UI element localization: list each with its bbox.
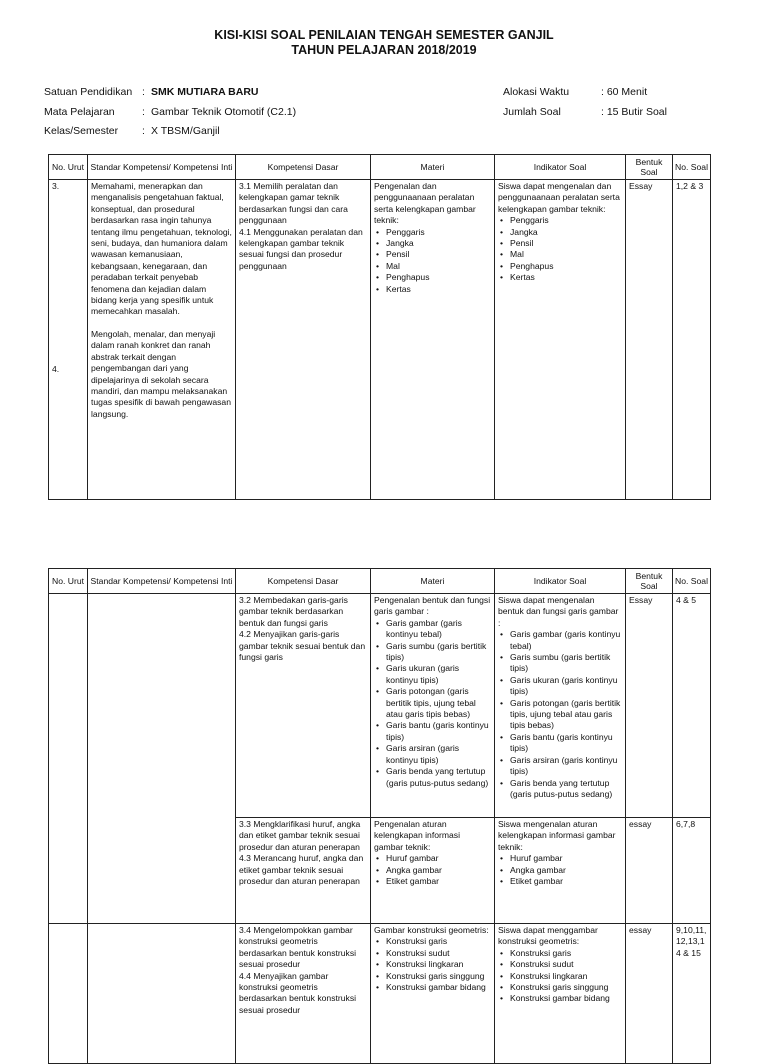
- list-item: • Jangka: [386, 238, 491, 249]
- header-bentuk: Bentuk Soal: [626, 569, 673, 594]
- kelas-label: Kelas/Semester: [44, 125, 119, 137]
- list-item: • Konstruksi garis singgung: [386, 971, 491, 982]
- materi-list: [374, 936, 491, 993]
- jumlah-label: Jumlah Soal: [503, 106, 561, 118]
- indikator-intro: Siswa dapat mengenalan dan penggunaanaan peralatan serta kelengkapan gambar teknik:: [498, 181, 620, 214]
- materi-cell: [371, 818, 495, 924]
- materi-list: [374, 227, 491, 295]
- materi-list: [374, 853, 491, 887]
- indikator-cell: [495, 180, 626, 500]
- kisi-table-1: [48, 154, 711, 500]
- header-sk: Standar Kompetensi/ Kompetensi Inti: [88, 155, 236, 180]
- indikator-cell: [495, 594, 626, 818]
- list-item: • Etiket gambar: [510, 876, 622, 887]
- list-item: • Garis sumbu (garis bertitik tipis): [386, 641, 491, 664]
- list-item: • Mal: [510, 249, 622, 260]
- doc-subtitle: TAHUN PELAJARAN 2018/2019: [291, 43, 477, 57]
- indikator-list: [498, 853, 622, 887]
- list-item: • Pensil: [386, 249, 491, 260]
- sk-cell: [88, 180, 236, 500]
- no-soal-cell: 9,10,11, 12,13,1 4 & 15: [673, 924, 711, 1064]
- list-item: • Kertas: [386, 284, 491, 295]
- bentuk-cell: essay: [626, 818, 673, 924]
- list-item: • Penghapus: [510, 261, 622, 272]
- list-item: • Jangka: [510, 227, 622, 238]
- list-item: • Angka gambar: [386, 865, 491, 876]
- header-no-urut: No. Urut: [49, 569, 88, 594]
- materi-intro: Pengenalan aturan kelengkapan informasi gambar teknik:: [374, 819, 460, 852]
- header-materi: Materi: [371, 569, 495, 594]
- list-item: • Penggaris: [510, 215, 622, 226]
- table-1-header-row: [49, 155, 711, 180]
- materi-intro: Pengenalan dan penggunaanaan peralatan serta kelengkapan gambar teknik:: [374, 181, 476, 226]
- list-item: • Penghapus: [386, 272, 491, 283]
- header-indikator: Indikator Soal: [495, 569, 626, 594]
- indikator-intro: Siswa dapat menggambar konstruksi geometris:: [498, 925, 598, 947]
- indikator-list: [498, 215, 622, 283]
- indikator-cell: [495, 818, 626, 924]
- list-item: • Garis benda yang tertutup (garis putus-putus sedang): [386, 766, 491, 789]
- list-item: • Etiket gambar: [386, 876, 491, 887]
- kelas-value: X TBSM/Ganjil: [151, 125, 220, 137]
- table-row: [49, 924, 711, 1064]
- indikator-cell: [495, 924, 626, 1064]
- satuan-value: SMK MUTIARA BARU: [151, 86, 259, 98]
- no-urut-cell: [49, 180, 88, 500]
- alokasi-value: : 60 Menit: [601, 86, 648, 98]
- sk-text-b: Mengolah, menalar, dan menyaji dalam ranah konkret dan ranah abstrak terkait dengan pengembangan dari yang dipelajarinya di sekolah secara mandiri, dan mampu melaksanakan tugas spesifik di bawah pengawasan langsung.: [91, 328, 231, 419]
- list-item: • Garis benda yang tertutup (garis putus-putus sedang): [510, 778, 622, 801]
- kd-cell: 3.1 Memilih peralatan dan kelengkapan gamar teknik berdasarkan fungsi dan cara penggunaan 4.1 Menggunakan peralatan dan kelengkapan gambar teknik sesuai fungsi dan prosedur penggunaan: [236, 180, 371, 500]
- header-bentuk: Bentuk Soal: [626, 155, 673, 180]
- list-item: • Konstruksi garis: [510, 948, 622, 959]
- indikator-list: [498, 948, 622, 1005]
- table-2-header-row: [49, 569, 711, 594]
- mapel-value: Gambar Teknik Otomotif (C2.1): [151, 106, 297, 118]
- bentuk-cell: Essay: [626, 180, 673, 500]
- list-item: • Konstruksi lingkaran: [510, 971, 622, 982]
- indikator-list: [498, 629, 622, 800]
- list-item: • Garis bantu (garis kontinyu tipis): [510, 732, 622, 755]
- list-item: • Konstruksi lingkaran: [386, 959, 491, 970]
- kd-cell: 3.2 Membedakan garis-garis gambar teknik berdasarkan bentuk dan fungsi garis 4.2 Menyajikan garis-garis gambar teknik sesuai bentuk dan fungsi garis: [236, 594, 371, 818]
- list-item: • Garis arsiran (garis kontinyu tipis): [386, 743, 491, 766]
- no-urut-cell: [49, 924, 88, 1064]
- header-materi: Materi: [371, 155, 495, 180]
- no-soal-cell: 6,7,8: [673, 818, 711, 924]
- list-item: • Garis ukuran (garis kontinyu tipis): [510, 675, 622, 698]
- jumlah-value: : 15 Butir Soal: [601, 106, 667, 118]
- materi-cell: [371, 594, 495, 818]
- list-item: • Huruf gambar: [510, 853, 622, 864]
- materi-list: [374, 618, 491, 789]
- list-item: • Angka gambar: [510, 865, 622, 876]
- list-item: • Pensil: [510, 238, 622, 249]
- mapel-sep: :: [142, 106, 145, 118]
- no-urut-cell: [49, 594, 88, 924]
- list-item: • Penggaris: [386, 227, 491, 238]
- indikator-intro: Siswa dapat mengenalan bentuk dan fungsi garis gambar :: [498, 595, 619, 628]
- list-item: • Konstruksi garis singgung: [510, 982, 622, 993]
- list-item: • Garis bantu (garis kontinyu tipis): [386, 720, 491, 743]
- bentuk-cell: essay: [626, 924, 673, 1064]
- list-item: • Konstruksi gambar bidang: [510, 993, 622, 1004]
- sk-cell: [88, 594, 236, 924]
- no-soal-cell: 4 & 5: [673, 594, 711, 818]
- list-item: • Konstruksi garis: [386, 936, 491, 947]
- kd-cell: 3.3 Mengklarifikasi huruf, angka dan etiket gambar teknik sesuai prosedur dan aturan penerapan 4.3 Merancang huruf, angka dan etiket gambar teknik sesuai prosedur dan aturan penerapan: [236, 818, 371, 924]
- header-kd: Kompetensi Dasar: [236, 569, 371, 594]
- table-row: [49, 594, 711, 818]
- list-item: • Konstruksi gambar bidang: [386, 982, 491, 993]
- list-item: • Garis ukuran (garis kontinyu tipis): [386, 663, 491, 686]
- doc-title: KISI-KISI SOAL PENILAIAN TENGAH SEMESTER GANJIL: [214, 28, 554, 42]
- list-item: • Garis gambar (garis kontinyu tebal): [386, 618, 491, 641]
- header-sk: Standar Kompetensi/ Kompetensi Inti: [88, 569, 236, 594]
- header-kd: Kompetensi Dasar: [236, 155, 371, 180]
- alokasi-label: Alokasi Waktu: [503, 86, 570, 98]
- kd-cell: 3.4 Mengelompokkan gambar konstruksi geometris berdasarkan bentuk konstruksi sesuai prosedur 4.4 Menyajikan gambar konstruksi geometris berdasarkan bentuk konstruksi sesuai prosedur: [236, 924, 371, 1064]
- no-urut-a: 3.: [52, 181, 60, 191]
- header-no-soal: No. Soal: [673, 569, 711, 594]
- list-item: • Garis arsiran (garis kontinyu tipis): [510, 755, 622, 778]
- list-item: • Mal: [386, 261, 491, 272]
- satuan-label: Satuan Pendidikan: [44, 86, 133, 98]
- no-urut-b: 4.: [52, 364, 60, 374]
- kisi-table-2: [48, 568, 711, 1064]
- list-item: • Garis gambar (garis kontinyu tebal): [510, 629, 622, 652]
- sk-cell: [88, 924, 236, 1064]
- list-item: • Kertas: [510, 272, 622, 283]
- header-no-soal: No. Soal: [673, 155, 711, 180]
- materi-cell: [371, 924, 495, 1064]
- header-indikator: Indikator Soal: [495, 155, 626, 180]
- indikator-intro: Siswa mengenalan aturan kelengkapan informasi gambar teknik:: [498, 819, 616, 852]
- list-item: • Konstruksi sudut: [386, 948, 491, 959]
- list-item: • Garis potongan (garis bertitik tipis, ujung tebal atau garis tipis bebas): [386, 686, 491, 720]
- mapel-label: Mata Pelajaran: [44, 106, 115, 118]
- list-item: • Huruf gambar: [386, 853, 491, 864]
- table-row: [49, 180, 711, 500]
- materi-intro: Gambar konstruksi geometris:: [374, 925, 489, 935]
- header-no-urut: No. Urut: [49, 155, 88, 180]
- bentuk-cell: Essay: [626, 594, 673, 818]
- no-soal-cell: 1,2 & 3: [673, 180, 711, 500]
- list-item: • Garis potongan (garis bertitik tipis, ujung tebal atau garis tipis bebas): [510, 698, 622, 732]
- materi-intro: Pengenalan bentuk dan fungsi garis gambar :: [374, 595, 491, 617]
- kelas-sep: :: [142, 125, 145, 137]
- materi-cell: [371, 180, 495, 500]
- list-item: • Konstruksi sudut: [510, 959, 622, 970]
- sk-text-a: Memahami, menerapkan dan menganalisis pengetahuan faktual, konseptual, dan prosedural berdasarkan rasa ingin tahunya tentang ilmu pengetahuan, teknologi, seni, budaya, dan humaniora dalam wawasan kemanusiaan, kebangsaan, kenegaraan, dan peradaban terkait penyebab fenomena dan kejadian dalam bidang kerja yang spesifik untuk memecahkan masalah.: [91, 181, 232, 317]
- list-item: • Garis sumbu (garis bertitik tipis): [510, 652, 622, 675]
- satuan-sep: :: [142, 86, 145, 98]
